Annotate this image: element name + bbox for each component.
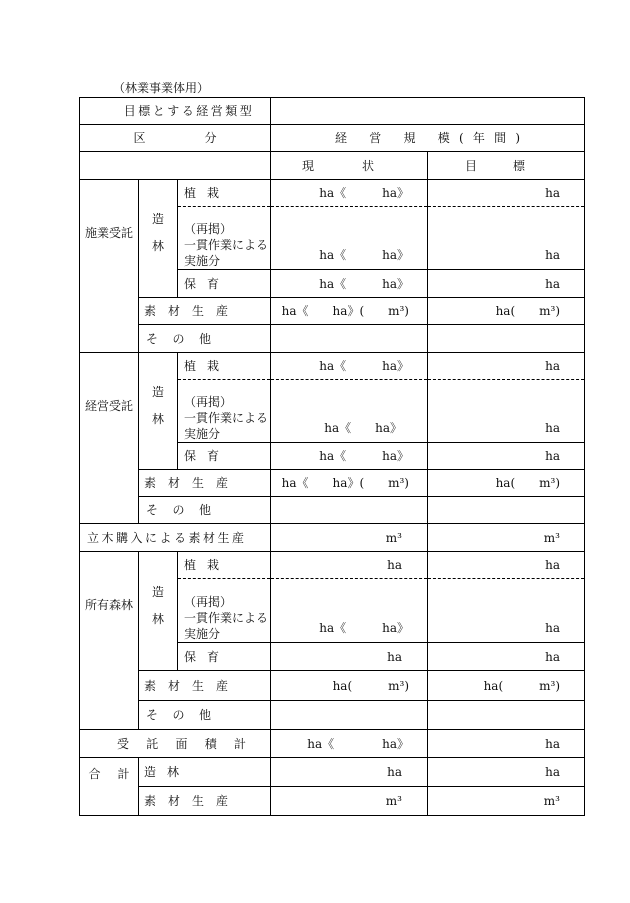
owned-forest-other-label-cell — [139, 701, 271, 730]
management-contract-planting-target: ha — [428, 353, 585, 380]
management-contract-afforestation-label: 造林 — [152, 384, 165, 426]
management-contract-integrated-line-2: 一貫作業による — [184, 411, 269, 425]
owned-forest-row-planting — [80, 552, 585, 579]
contract-work-timber-target: ha( m³) — [428, 298, 585, 325]
contract-work-timber-current: ha《 ha》( m³) — [271, 298, 428, 325]
total-afforestation-target: ha — [428, 758, 585, 787]
contract-work-timber-label-cell — [139, 298, 271, 325]
management-contract-integrated-line-1: （再掲） — [184, 395, 233, 409]
owned-forest-timber-current: ha( m³) — [271, 671, 428, 701]
management-contract-planting-label: 植 栽 — [184, 359, 219, 374]
contract-work-integrated-target: ha — [428, 207, 585, 270]
owned-forest-planting-target: ha — [428, 552, 585, 579]
contract-work-planting-current: ha《 ha》 — [271, 180, 428, 207]
contract-work-other-label: そ の 他 — [146, 331, 211, 346]
management-contract-section-name: 経営受託 — [84, 399, 133, 413]
row-column-header — [80, 152, 585, 180]
contract-work-tending-label: 保 育 — [184, 276, 219, 291]
management-contract-row-timber — [80, 470, 585, 497]
target-label: 目 標 — [465, 158, 525, 173]
management-contract-timber-label-cell — [139, 470, 271, 497]
management-contract-other-target — [428, 497, 585, 524]
contract-work-other-current — [271, 325, 428, 353]
current-header-cell — [271, 152, 428, 180]
division-label: 区 分 — [133, 131, 217, 146]
total-label-cell — [80, 758, 139, 816]
management-contract-tending-label: 保 育 — [184, 449, 219, 464]
total-timber-target: m³ — [428, 787, 585, 816]
row-management-type — [80, 98, 585, 125]
owned-forest-integrated-target: ha — [428, 579, 585, 643]
contract-work-integrated-line-2: 一貫作業による — [184, 238, 269, 252]
management-contract-timber-current: ha《 ha》( m³) — [271, 470, 428, 497]
row-division-header — [80, 125, 585, 152]
contract-work-integrated-line-3: 実施分 — [184, 254, 221, 268]
current-label: 現 状 — [302, 158, 374, 173]
total-timber-current: m³ — [271, 787, 428, 816]
contract-work-section-name: 施業受託 — [84, 226, 133, 240]
contract-work-tending-target: ha — [428, 270, 585, 298]
entrusted-total-label: 受 託 面 積 計 — [117, 736, 246, 751]
entrusted-total-label-cell — [80, 730, 271, 758]
entrusted-total-current: ha《 ha》 — [271, 730, 428, 758]
management-type-label: 目標とする経営類型 — [80, 98, 271, 125]
owned-forest-integrated-current: ha《 ha》 — [271, 579, 428, 643]
owned-forest-timber-label: 素 材 生 産 — [144, 678, 228, 693]
management-contract-tending-current: ha《 ha》 — [271, 443, 428, 470]
contract-work-planting-target: ha — [428, 180, 585, 207]
owned-forest-integrated-line-3: 実施分 — [184, 627, 221, 641]
owned-forest-timber-label-cell — [139, 671, 271, 701]
scale-label: 経 営 規 模(年間) — [335, 131, 520, 146]
total-afforestation-label-cell — [139, 758, 271, 787]
total-timber-label-cell — [139, 787, 271, 816]
owned-forest-timber-target: ha( m³) — [428, 671, 585, 701]
contract-work-tending-label-cell — [178, 270, 271, 298]
standing-timber-target: m³ — [428, 524, 585, 552]
owned-forest-planting-current: ha — [271, 552, 428, 579]
owned-forest-afforestation-label: 造林 — [152, 584, 165, 626]
standing-timber-row — [80, 524, 585, 552]
owned-forest-planting-label: 植 栽 — [184, 558, 219, 573]
contract-work-integrated-label-cell — [178, 207, 271, 270]
owned-forest-other-current — [271, 701, 428, 730]
entrusted-total-row — [80, 730, 585, 758]
owned-forest-afforestation-cell — [139, 552, 178, 671]
management-contract-integrated-target: ha — [428, 380, 585, 443]
total-row-afforestation — [80, 758, 585, 787]
total-label: 合 計 — [88, 766, 130, 781]
owned-forest-row-other — [80, 701, 585, 730]
blank-header-cell — [80, 152, 271, 180]
owned-forest-integrated-line-1: （再掲） — [184, 595, 233, 609]
management-contract-other-label: そ の 他 — [146, 503, 211, 518]
scale-header-cell — [271, 125, 585, 152]
business-plan-table — [79, 97, 585, 816]
management-contract-tending-label-cell — [178, 443, 271, 470]
management-contract-integrated-current: ha《 ha》 — [271, 380, 428, 443]
management-type-value — [271, 98, 585, 125]
contract-work-afforestation-cell — [139, 180, 178, 298]
management-contract-planting-label-cell — [178, 353, 271, 380]
owned-forest-tending-label: 保 育 — [184, 649, 219, 664]
owned-forest-tending-label-cell — [178, 643, 271, 671]
contract-work-row-planting — [80, 180, 585, 207]
owned-forest-other-label: そ の 他 — [146, 708, 211, 723]
owned-forest-tending-target: ha — [428, 643, 585, 671]
entrusted-total-target: ha — [428, 730, 585, 758]
contract-work-row-timber — [80, 298, 585, 325]
total-afforestation-current: ha — [271, 758, 428, 787]
management-contract-timber-target: ha( m³) — [428, 470, 585, 497]
owned-forest-integrated-label-cell — [178, 579, 271, 643]
owned-forest-other-target — [428, 701, 585, 730]
contract-work-planting-label: 植 栽 — [184, 186, 219, 201]
management-contract-timber-label: 素 材 生 産 — [144, 476, 228, 491]
management-contract-section-cell — [80, 353, 139, 524]
contract-work-timber-label: 素 材 生 産 — [144, 304, 228, 319]
management-contract-tending-target: ha — [428, 443, 585, 470]
contract-work-afforestation-label: 造林 — [152, 212, 165, 253]
management-contract-integrated-label-cell — [178, 380, 271, 443]
owned-forest-section-cell — [80, 552, 139, 730]
owned-forest-section-name: 所有森林 — [84, 598, 133, 612]
contract-work-section-cell — [80, 180, 139, 353]
target-header-cell — [428, 152, 585, 180]
contract-work-planting-label-cell — [178, 180, 271, 207]
management-contract-row-planting — [80, 353, 585, 380]
form-note: （林業事業体用） — [113, 81, 210, 95]
management-contract-integrated-line-3: 実施分 — [184, 427, 221, 441]
management-contract-afforestation-cell — [139, 353, 178, 470]
management-contract-other-current — [271, 497, 428, 524]
contract-work-row-other — [80, 325, 585, 353]
contract-work-other-label-cell — [139, 325, 271, 353]
owned-forest-row-timber — [80, 671, 585, 701]
contract-work-other-target — [428, 325, 585, 353]
owned-forest-planting-label-cell — [178, 552, 271, 579]
management-contract-other-label-cell — [139, 497, 271, 524]
total-afforestation-label: 造 林 — [144, 765, 179, 780]
standing-timber-current: m³ — [271, 524, 428, 552]
owned-forest-tending-current: ha — [271, 643, 428, 671]
division-header-cell — [80, 125, 271, 152]
contract-work-tending-current: ha《 ha》 — [271, 270, 428, 298]
total-timber-label: 素 材 生 産 — [144, 794, 228, 809]
owned-forest-integrated-line-2: 一貫作業による — [184, 611, 269, 625]
contract-work-integrated-current: ha《 ha》 — [271, 207, 428, 270]
management-contract-planting-current: ha《 ha》 — [271, 353, 428, 380]
management-contract-row-other — [80, 497, 585, 524]
total-row-timber — [80, 787, 585, 816]
standing-timber-label: 立木購入による素材生産 — [80, 524, 271, 552]
contract-work-integrated-line-1: （再掲） — [184, 222, 233, 236]
